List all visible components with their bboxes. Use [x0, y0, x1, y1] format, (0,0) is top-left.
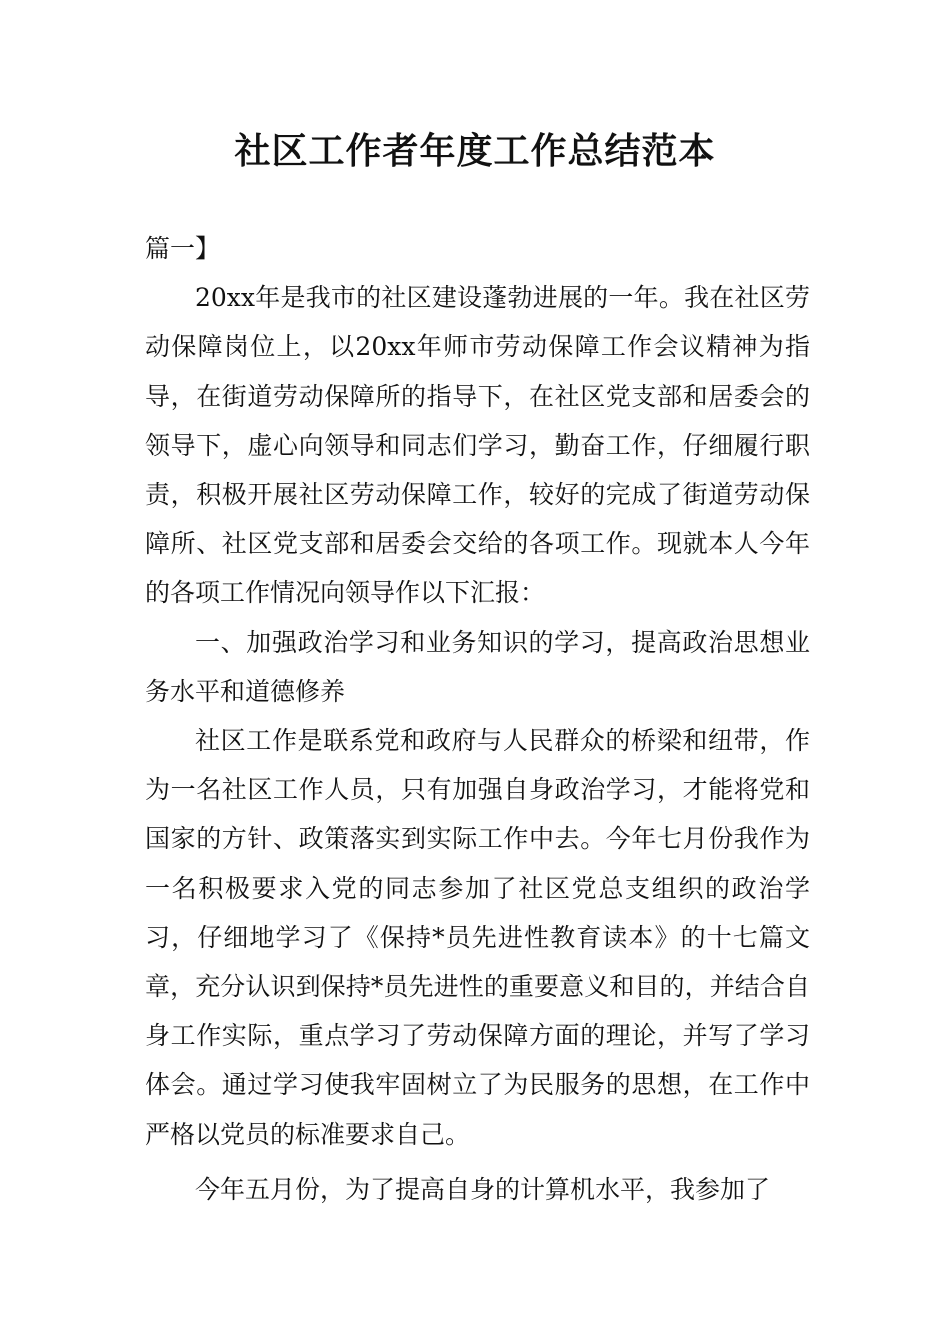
section-label: 篇一】 — [145, 234, 221, 263]
section-heading: 一、加强政治学习和业务知识的学习，提高政治思想业务水平和道德修养 — [145, 627, 810, 706]
document-body — [145, 224, 810, 1214]
document-title: 社区工作者年度工作总结范本 — [234, 131, 716, 172]
paragraph-computer-study: 今年五月份，为了提高自身的计算机水平，我参加了 — [195, 1174, 771, 1204]
paragraph-political-study: 社区工作是联系党和政府与人民群众的桥梁和纽带，作为一名社区工作人员，只有加强自身政治学习，才能将党和国家的方针、政策落实到实际工作中去。今年七月份我作为一名积极要求入党的同志参加了社区党总支组织的政治学习，仔细地学习了《保持*员先进性教育读本》的十七篇文章，充分认识到保持*员先进性的重要意义和目的，并结合自身工作实际，重点学习了劳动保障方面的理论，并写了学习体会。通过学习使我牢固树立了为民服务的思想，在工作中严格以党员的标准要求自己。 — [145, 726, 810, 1149]
paragraph-intro: 20xx年是我市的社区建设蓬勃进展的一年。我在社区劳动保障岗位上，以20xx年师市劳动保障工作会议精神为指导，在街道劳动保障所的指导下，在社区党支部和居委会的领导下，虚心向领导和同志们学习，勤奋工作，仔细履行职责，积极开展社区劳动保障工作，较好的完成了街道劳动保障所、社区党支部和居委会交给的各项工作。现就本人今年的各项工作情况向领导作以下汇报： — [145, 283, 810, 608]
